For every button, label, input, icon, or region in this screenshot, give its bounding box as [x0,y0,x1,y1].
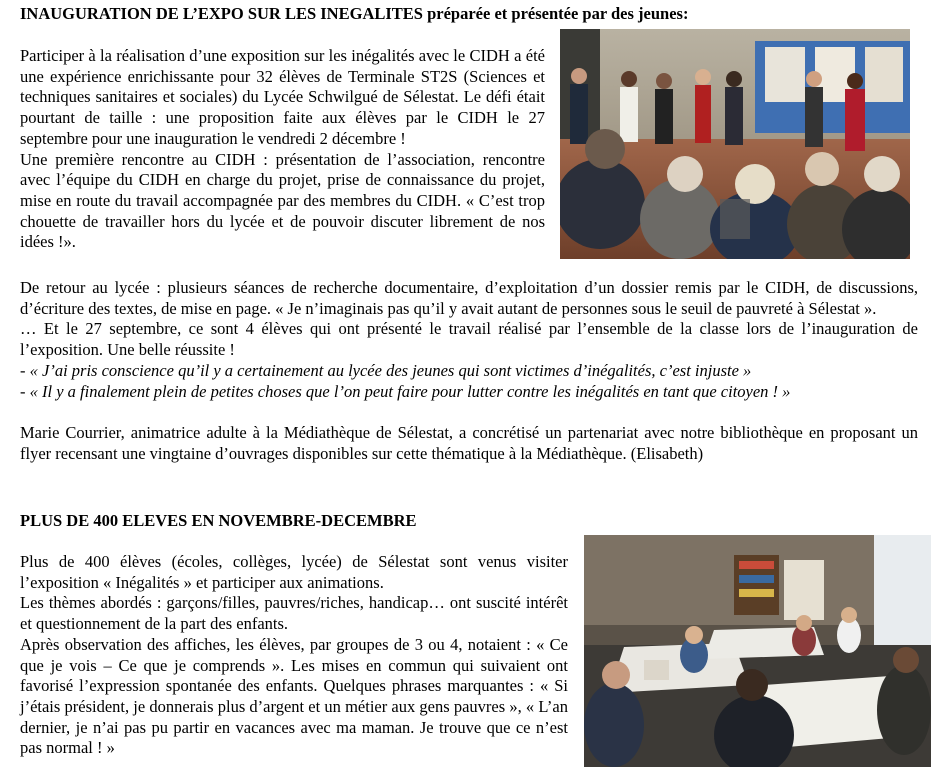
section1-intro-text [20,46,545,253]
inauguration-photo [560,29,910,259]
section2-paragraph-2: Les thèmes abordés : garçons/filles, pauvres/riches, handicap… ont suscité intérêt et questionnement de la part des enfants. [20,593,568,634]
section1-paragraph-3: De retour au lycée : plusieurs séances de recherche documentaire, d’exploitation d’un dossier remis par le CIDH, de discussions, d’écriture des textes, de mise en page. « Je n’imaginais pas qu’il y avait autant de personnes sous le seuil de pauvreté à Sélestat ». [20,278,918,318]
section1-heading [20,4,688,24]
section1-paragraph-1: Participer à la réalisation d’une exposition sur les inégalités avec le CIDH a été une expérience enrichissante pour 32 élèves de Terminale ST2S (Sciences et techniques sanitaires et sociales) du Lycée Schwilgué de Sélestat. Le défi était pourtant de taille : une proposition faite aux élèves par le CIDH le 27 septembre pour une inauguration le vendredi 2 décembre ! [20,46,545,148]
section1-paragraph-2: Une première rencontre au CIDH : présentation de l’association, rencontre avec l’équipe du CIDH en charge du projet, prise de connaissance du projet, mise en route du travail accompagnée par des membres du CIDH. « C’est trop chouette de travailler hors du lycée et de pouvoir discuter librement de nos idées !». [20,149,545,252]
section2-paragraph-1: Plus de 400 élèves (écoles, collèges, lycée) de Sélestat sont venus visiter l’exposition « Inégalités » et participer aux animations. [20,552,568,592]
section2-paragraph-3: Après observation des affiches, les élèves, par groupes de 3 ou 4, notaient : « Ce que je vois – Ce que je comprends ». Les mises en commun qui suivaient ont favorisé l’expression spontanée des enfants. Quelques phrases marquantes : « Si j’étais président, je donnerais plus d’argent et un métier aux gens pauvres », « L’an dernier, je n’ai pas pu partir en vacances avec ma maman. Je trouve que ce n’est pas normal ! » [20,634,568,758]
section1-heading-sub: préparée et présentée par des jeunes: [422,4,689,23]
section1-paragraph-5: Marie Courrier, animatrice adulte à la Médiathèque de Sélestat, a concrétisé un partenariat avec notre bibliothèque en proposant un flyer recensant une vingtaine d’ouvrages disponibles sur cette thématique à la Médiathèque. (Elisabeth) [20,422,918,463]
section1-quote-1: - « J’ai pris conscience qu’il y a certainement au lycée des jeunes qui sont victimes d’inégalités, c’est injuste » [20,360,752,380]
section1-quote-2: - « Il y a finalement plein de petites choses que l’on peut faire pour lutter contre les inégalités en tant que citoyen ! » [20,381,791,401]
section2-text [20,552,568,759]
section1-paragraph-4: … Et le 27 septembre, ce sont 4 élèves qui ont présenté le travail réalisé par l’ensemble de la classe lors de l’inauguration de l’exposition. Une belle réussite ! [20,319,918,360]
section2-heading: PLUS DE 400 ELEVES EN NOVEMBRE-DECEMBRE [20,511,417,530]
section1-heading-main: INAUGURATION DE L’EXPO SUR LES INEGALITES [20,4,423,23]
classroom-photo [584,535,931,767]
section1-body-text [20,278,918,464]
